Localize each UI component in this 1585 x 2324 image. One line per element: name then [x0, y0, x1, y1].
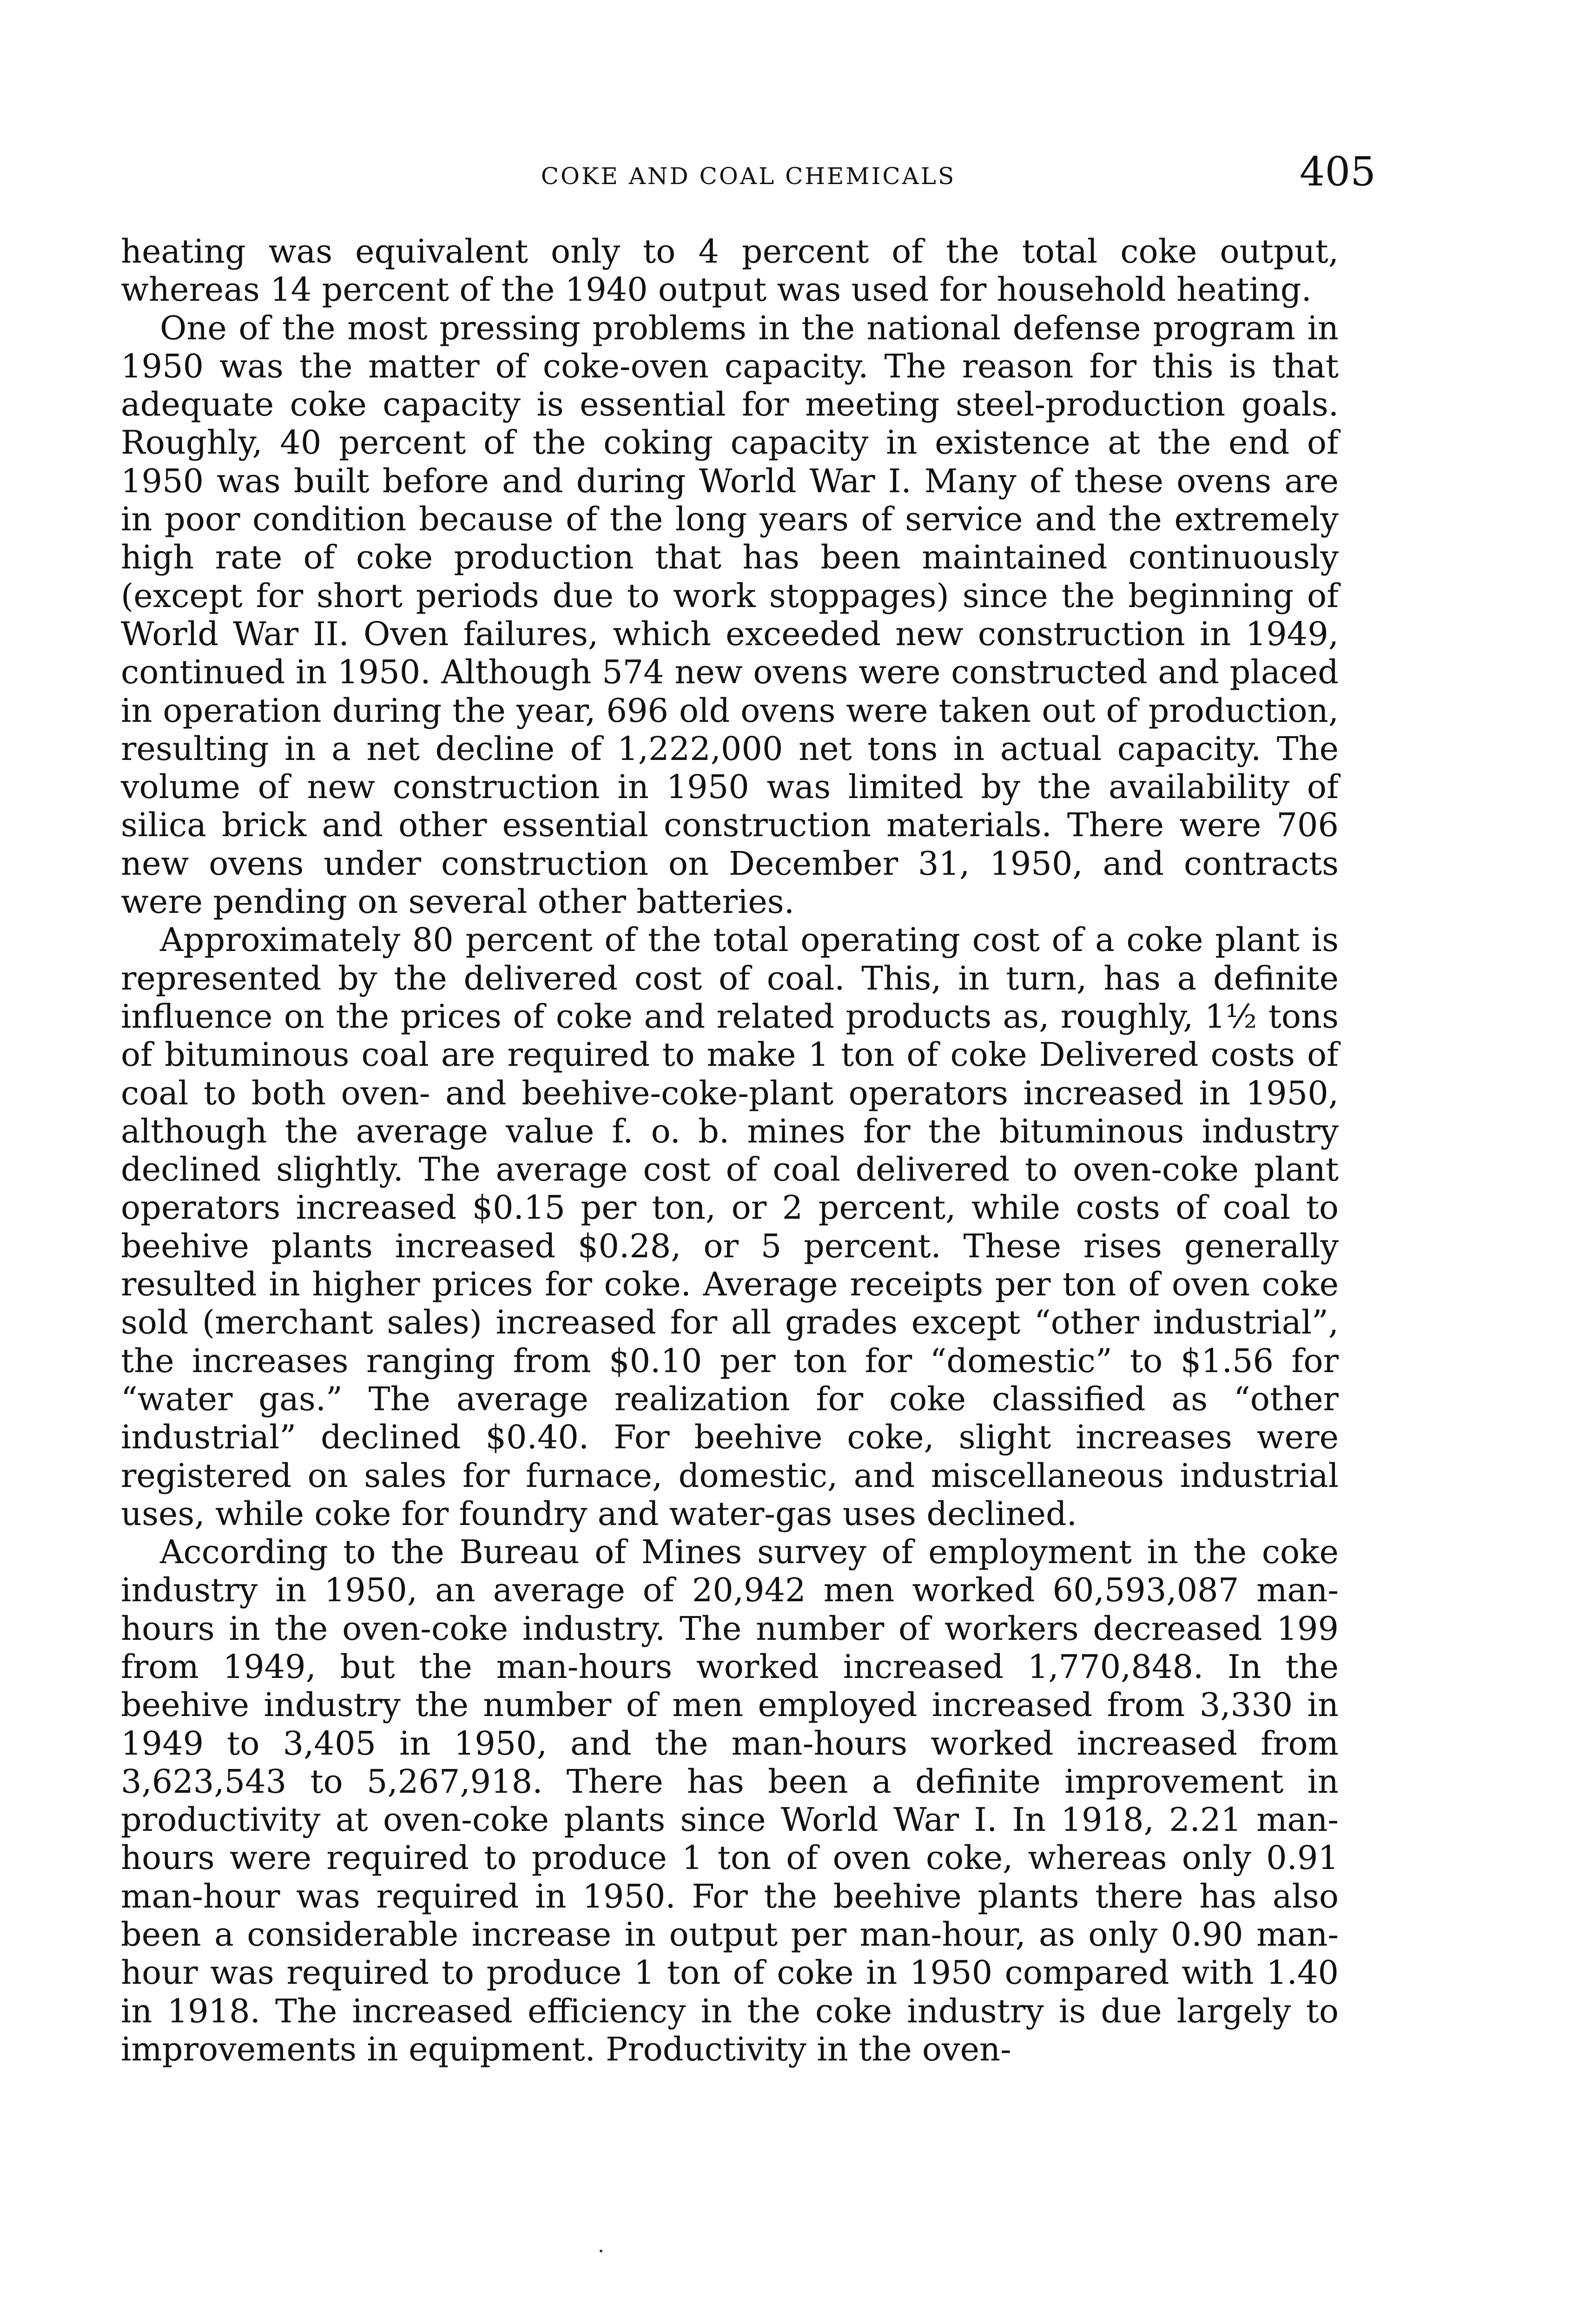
- paragraph: heating was equivalent only to 4 percent of the total coke output, whereas 14 percent of the 1940 output was used for household heating.: [121, 232, 1339, 309]
- running-head: [121, 149, 1376, 205]
- page-number: 405: [1299, 149, 1376, 195]
- paragraph: Approximately 80 percent of the total operating cost of a coke plant is represented by the delivered cost of coal. This, in turn, has a definite influence on the prices of coke and related products as, roughly, 1½ tons of bituminous coal are required to make 1 ton of coke Delivered costs of coal to both oven- and beehive-coke-plant operators increased in 1950, although the average value f. o. b. mines for the bituminous industry declined slightly. The average cost of coal delivered to oven-coke plant operators increased $0.15 per ton, or 2 percent, while costs of coal to beehive plants increased $0.28, or 5 percent. These rises generally resulted in higher prices for coke. Average receipts per ton of oven coke sold (merchant sales) increased for all grades except “other industrial”, the increases ranging from $0.10 per ton for “domestic” to $1.56 for “water gas.” The average realization for coke classified as “other industrial” declined $0.40. For beehive coke, slight increases were registered on sales for furnace, domestic, and miscellaneous industrial uses, while coke for foundry and water-gas uses declined.: [121, 921, 1339, 1533]
- page-title: COKE AND COAL CHEMICALS: [541, 163, 956, 190]
- paragraph: One of the most pressing problems in the national defense program in 1950 was the matter of coke-oven capacity. The reason for this is that adequate coke capacity is essential for meeting steel-production goals. Roughly, 40 percent of the coking capacity in existence at the end of 1950 was built before and during World War I. Many of these ovens are in poor condition because of the long years of service and the extremely high rate of coke production that has been maintained continuously (except for short periods due to work stoppages) since the beginning of World War II. Oven failures, which exceeded new construction in 1949, continued in 1950. Although 574 new ovens were constructed and placed in operation during the year, 696 old ovens were taken out of production, resulting in a net decline of 1,222,000 net tons in actual capacity. The volume of new construction in 1950 was limited by the availability of silica brick and other essential construction materials. There were 706 new ovens under construction on December 31, 1950, and contracts were pending on several other batteries.: [121, 309, 1339, 921]
- body-text: [121, 232, 1339, 2185]
- paragraph: According to the Bureau of Mines survey of employment in the coke industry in 1950, an average of 20,942 men worked 60,593,087 man-hours in the oven-coke industry. The number of workers decreased 199 from 1949, but the man-hours worked increased 1,770,848. In the beehive industry the number of men employed increased from 3,330 in 1949 to 3,405 in 1950, and the man-hours worked increased from 3,623,543 to 5,267,918. There has been a definite improvement in productivity at oven-coke plants since World War I. In 1918, 2.21 man-hours were required to produce 1 ton of oven coke, whereas only 0.91 man-hour was required in 1950. For the beehive plants there has also been a considerable increase in output per man-hour, as only 0.90 man-hour was required to produce 1 ton of coke in 1950 compared with 1.40 in 1918. The increased efficiency in the coke industry is due largely to improvements in equipment. Productivity in the oven-: [121, 1533, 1339, 2068]
- print-speck: [600, 2250, 602, 2252]
